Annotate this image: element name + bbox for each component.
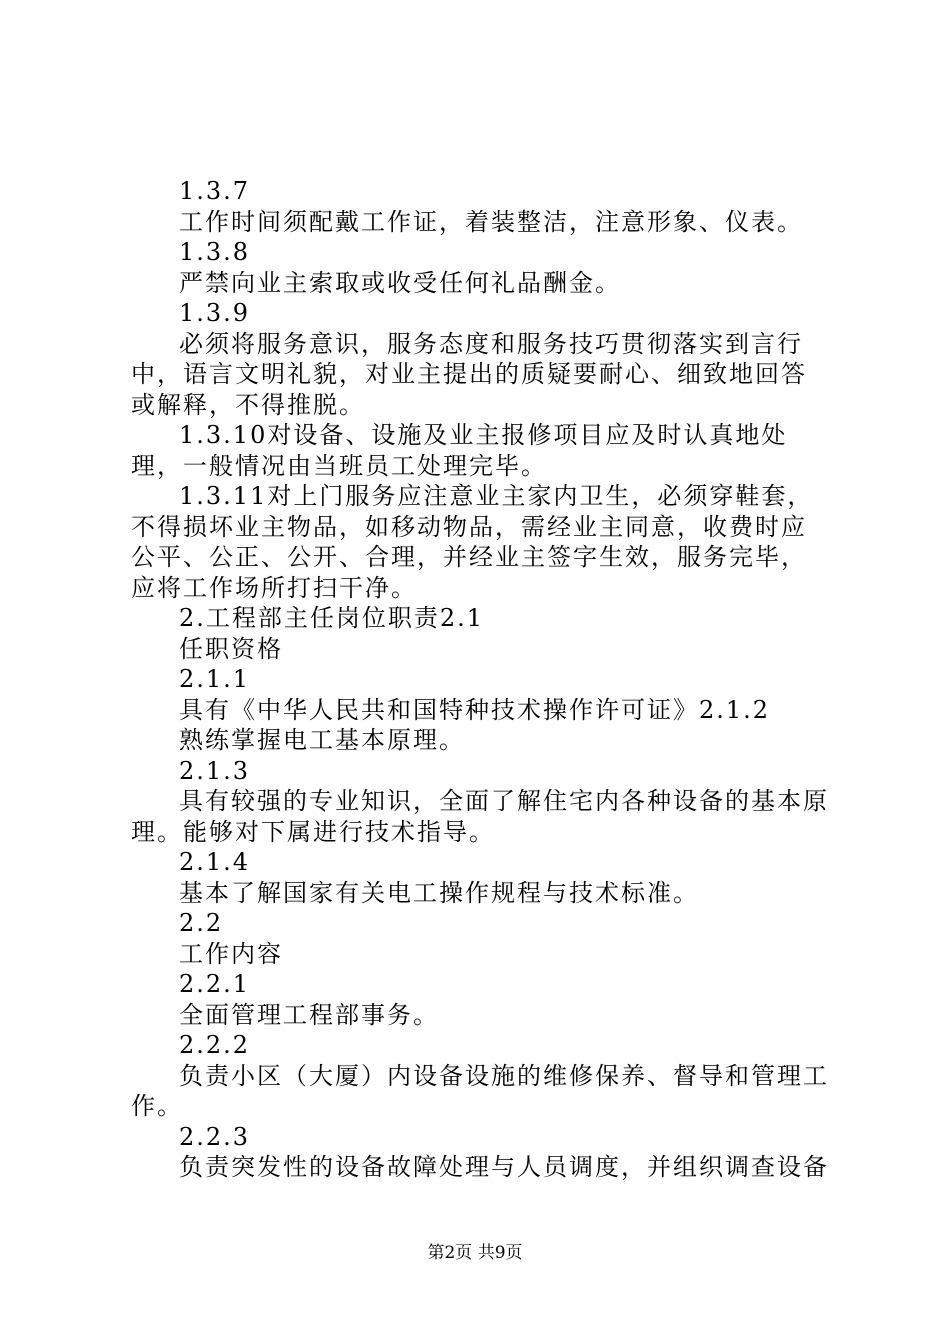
paragraph: 1.3.7 bbox=[179, 177, 251, 205]
page-number: 第2页 共9页 bbox=[427, 1243, 523, 1263]
paragraph: 1.3.11对上门服务应注意业主家内卫生，必须穿鞋套，不得损坏业主物品，如移动物品，需经业主同意，收费时应公平、公正、公开、合理，并经业主签字生效，服务完毕，应将工作场所打扫干净。 bbox=[131, 482, 814, 602]
paragraph: 2.1.1 bbox=[179, 665, 251, 693]
paragraph: 1.3.9 bbox=[179, 299, 251, 327]
paragraph: 全面管理工程部事务。 bbox=[179, 1000, 439, 1029]
paragraph: 工作内容 bbox=[179, 939, 283, 968]
paragraph: 2.1.3 bbox=[179, 756, 251, 785]
paragraph: 具有较强的专业知识，全面了解住宅内各种设备的基本原理。能够对下属进行技术指导。 bbox=[131, 787, 829, 846]
paragraph: 负责小区（大厦）内设备设施的维修保养、督导和管理工作。 bbox=[131, 1061, 829, 1120]
paragraph: 1.3.10对设备、设施及业主报修项目应及时认真地处理，一般情况由当班员工处理完毕。 bbox=[131, 421, 788, 480]
paragraph: 2.1.4 bbox=[179, 848, 251, 876]
paragraph: 基本了解国家有关电工操作规程与技术标准。 bbox=[179, 878, 699, 907]
paragraph: 2.2.3 bbox=[179, 1122, 251, 1151]
paragraph: 任职资格 bbox=[179, 634, 283, 663]
page-footer bbox=[0, 1242, 950, 1264]
paragraph: 具有《中华人民共和国特种技术操作许可证》2.1.2 bbox=[179, 695, 771, 724]
document-body bbox=[131, 176, 831, 1183]
paragraph: 严禁向业主索取或收受任何礼品酬金。 bbox=[179, 268, 621, 297]
paragraph: 必须将服务意识，服务态度和服务技巧贯彻落实到言行中，语言文明礼貌，对业主提出的质疑要耐心、细致地回答或解释，不得推脱。 bbox=[131, 329, 807, 419]
paragraph: 2.2 bbox=[179, 909, 224, 937]
paragraph: 1.3.8 bbox=[179, 238, 251, 266]
paragraph: 2.2.2 bbox=[179, 1031, 251, 1059]
paragraph: 熟练掌握电工基本原理。 bbox=[179, 726, 465, 754]
paragraph: 2.工程部主任岗位职责2.1 bbox=[179, 604, 485, 632]
paragraph: 2.2.1 bbox=[179, 970, 251, 998]
paragraph: 工作时间须配戴工作证，着装整洁，注意形象、仪表。 bbox=[179, 207, 803, 236]
paragraph: 负责突发性的设备故障处理与人员调度，并组织调查设备 bbox=[179, 1153, 829, 1181]
